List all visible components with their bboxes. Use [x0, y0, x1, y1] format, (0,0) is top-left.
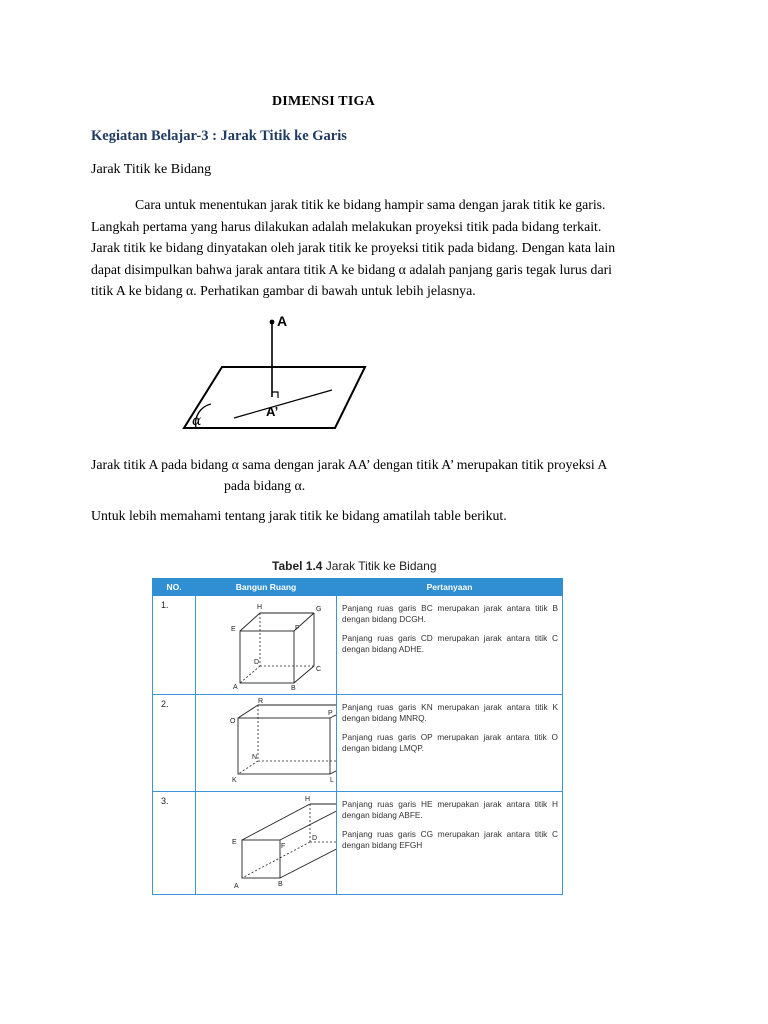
vertex-label: P [328, 710, 333, 717]
vertex-label: B [278, 881, 283, 888]
vertex-label: N [252, 754, 258, 761]
paragraph-line: Langkah pertama yang harus dilakukan adalah melakukan proyeksi titik pada bidang terkait. [91, 218, 602, 234]
question-cell [337, 695, 563, 792]
vertex-label: R [258, 698, 264, 705]
caption-line: Jarak titik A pada bidang α sama dengan jarak AA’ dengan titik A’ merupakan titik proyeksi A [91, 457, 608, 472]
cube-figure [196, 596, 336, 692]
shape-cell [196, 596, 337, 695]
vertex-label: E [232, 839, 237, 846]
shape-cell [196, 695, 337, 792]
vertex-label: A [234, 883, 239, 890]
question-text: Panjang ruas garis CG merupakan jarak antara titik C dengan bidang EFGH [342, 829, 558, 850]
right-angle-mark [272, 392, 278, 398]
paragraph-line: titik A ke bidang α. Perhatikan gambar di bawah untuk lebih jelasnya. [91, 283, 476, 298]
table-title: Tabel 1.4 Jarak Titik ke Bidang [272, 559, 437, 573]
vertex-label: O [230, 718, 236, 725]
vertex-label: D [312, 835, 318, 842]
question-text: Panjang ruas garis BC merupakan jarak antara titik B dengan bidang DCGH. [342, 603, 558, 624]
point-a-label: A [277, 313, 288, 329]
header-shape: Bangun Ruang [196, 579, 337, 596]
vertex-label: B [291, 685, 296, 692]
plane-line [234, 390, 332, 418]
caption-line: pada bidang α. [224, 478, 306, 493]
table-row [153, 792, 563, 895]
row-number: 3. [153, 792, 196, 895]
table-intro: Untuk lebih memahami tentang jarak titik ke bidang amatilah table berikut. [91, 508, 507, 523]
vertex-label: F [295, 625, 300, 632]
explanation-paragraph [91, 194, 671, 302]
vertex-label: A [233, 684, 238, 691]
header-question: Pertanyaan [337, 579, 563, 596]
header-no: NO. [153, 579, 196, 596]
cuboid-figure [196, 695, 336, 787]
point-plane-figure [182, 312, 372, 434]
vertex-label: L [330, 777, 334, 784]
table-row [153, 596, 563, 695]
question-cell [337, 792, 563, 895]
vertex-label: D [254, 659, 260, 666]
shape-cell [196, 792, 337, 895]
vertex-label: E [231, 626, 236, 633]
paragraph-line: Jarak titik ke bidang dinyatakan oleh jarak titik ke proyeksi titik pada bidang. Dengan kata lain [91, 240, 616, 255]
paragraph-line: dapat disimpulkan bahwa jarak antara titik A ke bidang α adalah panjang garis tegak lurus dari [91, 261, 613, 277]
vertex-label: H [305, 796, 311, 803]
prism-figure [196, 792, 336, 892]
table-header-row [153, 579, 563, 596]
page-title: DIMENSI TIGA [272, 94, 375, 109]
question-text: Panjang ruas garis KN merupakan jarak antara titik K dengan bidang MNRQ. [342, 702, 558, 723]
table-row [153, 695, 563, 792]
activity-subtitle: Kegiatan Belajar-3 : Jarak Titik ke Garis [91, 128, 347, 144]
distance-table [152, 578, 563, 895]
row-number: 2. [153, 695, 196, 792]
question-text: Panjang ruas garis CD merupakan jarak antara titik C dengan bidang ADHE. [342, 633, 558, 654]
projection-label: A’ [266, 404, 279, 419]
point-a-dot [270, 320, 275, 325]
question-text: Panjang ruas garis OP merupakan jarak antara titik O dengan bidang LMQP. [342, 732, 558, 753]
question-text: Panjang ruas garis HE merupakan jarak antara titik H dengan bidang ABFE. [342, 799, 558, 820]
vertex-label: C [316, 666, 322, 673]
vertex-label: K [232, 777, 237, 784]
row-number: 1. [153, 596, 196, 695]
figure-caption [91, 454, 607, 496]
question-cell [337, 596, 563, 695]
paragraph-line: Cara untuk menentukan jarak titik ke bidang hampir sama dengan jarak titik ke garis. [135, 197, 606, 212]
vertex-label: H [257, 604, 263, 611]
vertex-label: G [316, 606, 322, 613]
vertex-label: F [281, 843, 286, 850]
section-label: Jarak Titik ke Bidang [91, 162, 212, 177]
plane-alpha-label: α [192, 413, 202, 429]
